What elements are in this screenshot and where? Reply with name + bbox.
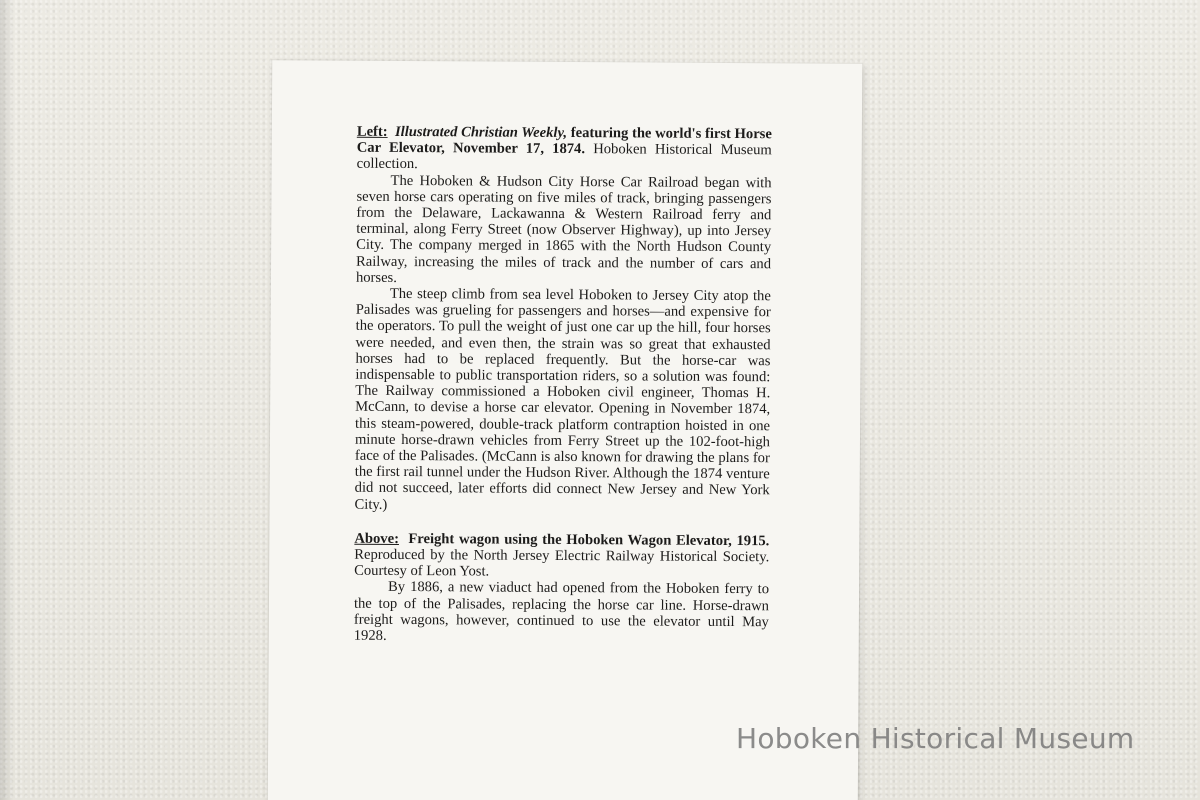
caption-above-label: Above: — [354, 530, 400, 547]
caption-above-headline: Freight wagon using the Hoboken Wagon Elevator, 1915. — [408, 530, 770, 550]
paragraph-horse-car-railroad: The Hoboken & Hudson City Horse Car Railroad began with seven horse cars operating on five miles of track, bringing passengers from the Delaware, Lackawanna & Western Railroad ferry and terminal, along Ferry Street (now Observer Highway), up into Jersey City. The company merged in 1865 with the North Hudson County Railway, increasing the miles of track and the number of cars and horses. — [355, 172, 772, 286]
exhibit-text — [354, 124, 772, 647]
caption-left-label: Left: — [356, 123, 388, 140]
paragraph-viaduct: By 1886, a new viaduct had opened from the Hoboken ferry to the top of the Palisades, replacing the horse car line. Horse-drawn freight wagons, however, continued to use the elevator until May 1928. — [353, 579, 770, 645]
caption-above-credit: Reproduced by the North Jersey Electric Railway Historical Society. Courtesy of Leon Yost. — [354, 546, 770, 580]
exhibit-label-sheet — [268, 60, 863, 800]
museum-watermark: Hoboken Historical Museum — [736, 722, 1135, 755]
caption-left — [357, 124, 772, 175]
caption-left-publication: Illustrated Christian Weekly, — [394, 123, 568, 142]
caption-left-credit: Hoboken Historical Museum collection. — [356, 141, 772, 173]
paragraph-palisades-climb: The steep climb from sea level Hoboken to Jersey City atop the Palisades was grueling for passengers and horses—and expensive for the operators. To pull the weight of just one car up the hill, four horses were needed, and even then, the strain was so great that exhausted horses had to be replaced frequently. But the horse-car was indispensable to public transportation riders, so a solution was found: The Railway commissioned a Hoboken civil engineer, Thomas H. McCann, to devise a horse car elevator. Opening in November 1874, this steam-powered, double-track platform contraption hoisted in one minute horse-drawn vehicles from Ferry Street up the 102-foot-high face of the Palisades. (McCann is also known for drawing the plans for the first rail tunnel under the Hudson River. Although the 1874 venture did not succeed, later efforts did connect New Jersey and New York City.) — [354, 285, 771, 513]
caption-left-headline: featuring the world's first Horse Car Elevator, November 17, 1874. — [356, 125, 772, 158]
caption-above — [354, 531, 769, 582]
wall-shadow — [0, 0, 14, 800]
